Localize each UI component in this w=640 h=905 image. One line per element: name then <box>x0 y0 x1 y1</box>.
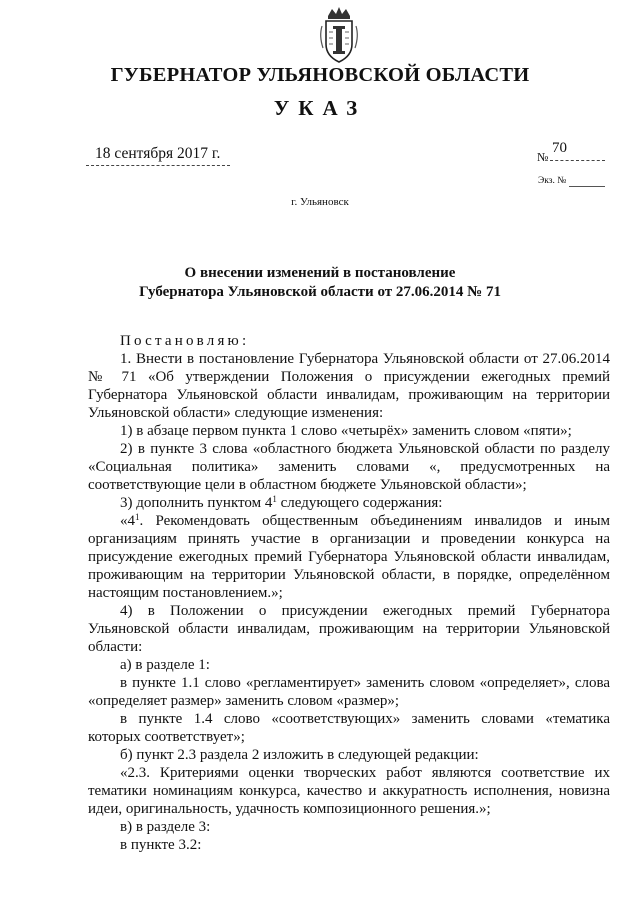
document-type: УКАЗ <box>273 96 367 120</box>
number-underline <box>550 160 605 161</box>
decree-heading <box>0 264 640 302</box>
resolution-intro: Постановляю: <box>120 333 250 349</box>
heading-line-1: О внесении изменений в постановление <box>184 265 456 281</box>
paragraph: в) в разделе 3: <box>120 819 211 835</box>
ulyanovsk-coat-of-arms-icon <box>318 6 360 64</box>
decree-date: 18 сентября 2017 г. <box>95 145 221 162</box>
paragraph: 1) в абзаце первом пункта 1 слово «четырёх» заменить словом «пяти»; <box>120 423 572 439</box>
number-label: № <box>537 150 549 164</box>
copy-number-line <box>569 186 605 187</box>
text-fragment: . Рекомендовать общественным объединениям инвалидов и иным организациям принять участие в организации и проведении конкурса на присуждение ежегодных премий Губернатора Ульяновской области инвалидам, проживающим на территории Ульяновской области, в порядке, определённом настоящим постановлением.»; <box>88 513 610 601</box>
paragraph: «2.3. Критериями оценки творческих работ являются соответствие их тематики номинациям конкурса, качество и аккуратность исполнения, новизна идеи, оригинальность, удачность композиционного решения.»; <box>88 765 610 817</box>
paragraph: в пункте 1.1 слово «регламентирует» заменить словом «определяет», слова «определяет размер» заменить словом «размер»; <box>88 675 610 709</box>
paragraph: в пункте 3.2: <box>120 837 202 853</box>
decree-number: 70 <box>552 140 567 156</box>
paragraph: в пункте 1.4 слово «соответствующих» заменить словами «тематика которых соответствует»; <box>88 711 610 745</box>
decree-body <box>88 332 610 854</box>
paragraph: 1. Внести в постановление Губернатора Ульяновской области от 27.06.2014 № 71 «Об утверждении Положения о присуждении ежегодных премий Губернатора Ульяновской области инвалидам, проживающим на территории Ульяновской области» следующие изменения: <box>88 351 610 421</box>
text-fragment: следующего содержания: <box>276 495 443 511</box>
paragraph <box>88 512 610 602</box>
superscript: 1 <box>135 512 140 522</box>
heading-line-2: Губернатора Ульяновской области от 27.06.2014 № 71 <box>139 284 501 300</box>
copy-number-label: Экз. № <box>538 176 567 186</box>
paragraph: а) в разделе 1: <box>120 657 210 673</box>
superscript: 1 <box>272 494 277 504</box>
date-underline <box>86 165 230 166</box>
paragraph: 2) в пункте 3 слова «областного бюджета Ульяновской области по разделу «Социальная политика» заменить словами «, предусмотренных на соответствующие цели в областном бюджете Ульяновской области»; <box>88 441 610 493</box>
paragraph: б) пункт 2.3 раздела 2 изложить в следующей редакции: <box>120 747 479 763</box>
paragraph: 4) в Положении о присуждении ежегодных премий Губернатора Ульяновской области инвалидам, проживающим на территории Ульяновской области: <box>88 603 610 655</box>
text-fragment: 3) дополнить пунктом 4 <box>120 495 273 511</box>
text-fragment: «4 <box>120 513 135 529</box>
paragraph <box>88 494 610 512</box>
city: г. Ульяновск <box>291 196 349 208</box>
org-title: ГУБЕРНАТОР УЛЬЯНОВСКОЙ ОБЛАСТИ <box>110 64 530 86</box>
